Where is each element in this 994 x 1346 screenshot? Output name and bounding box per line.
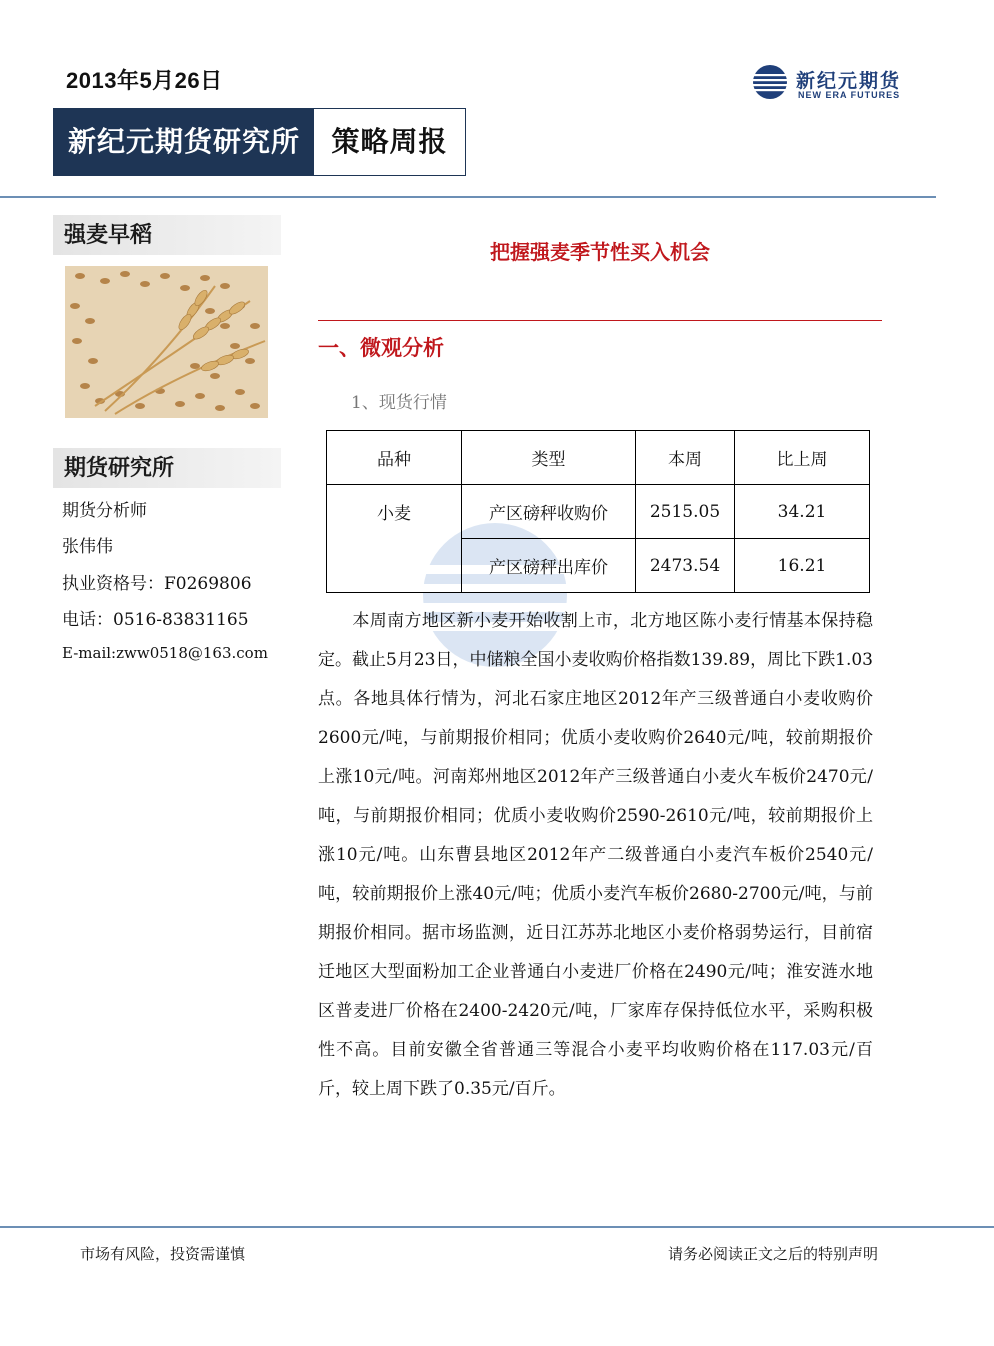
subsection-heading: 1、现货行情 [351, 393, 447, 413]
report-date: 2013年5月26日 [66, 68, 223, 93]
table-cell-variety: 小麦 [327, 485, 462, 593]
body-paragraph [318, 602, 873, 1109]
sidebar-email: E-mail:zww0518@163.com [62, 644, 268, 662]
footer-disclaimer-note: 请务必阅读正文之后的特别声明 [668, 1245, 879, 1263]
report-banner [53, 108, 466, 176]
footer-divider [0, 1226, 994, 1228]
header-divider [0, 196, 936, 198]
table-header-cell: 本周 [636, 431, 735, 485]
sidebar-topic: 强麦早稻 [53, 215, 281, 255]
logo-text-cn: 新纪元期货 [796, 70, 902, 92]
sidebar-license: 执业资格号：F0269806 [62, 574, 252, 594]
spot-price-table [326, 430, 870, 593]
sidebar-phone: 电话：0516-83831165 [62, 610, 249, 630]
table-row [327, 485, 870, 539]
logo-mark-icon [752, 64, 788, 100]
table-cell-type: 产区磅秤出库价 [462, 539, 636, 593]
footer-risk-note: 市场有风险，投资需谨慎 [80, 1245, 246, 1263]
sidebar-section-title: 期货研究所 [53, 448, 281, 488]
table-cell-change: 16.21 [735, 539, 870, 593]
report-type: 策略周报 [331, 125, 448, 158]
sidebar-analyst-role: 期货分析师 [62, 501, 147, 521]
logo-text-en: NEW ERA FUTURES [798, 90, 901, 100]
table-cell-type: 产区磅秤收购价 [462, 485, 636, 539]
body-paragraph-text: 本周南方地区新小麦开始收割上市，北方地区陈小麦行情基本保持稳定。截止5月23日，中储粮全国小麦收购价格指数139.89，周比下跌1.03点。各地具体行情为，河北石家庄地区2012年产三级普通白小麦收购价2600元/吨，与前期报价相同；优质小麦收购价2640元/吨，较前期报价上涨10元/吨。河南郑州地区2012年产三级普通白小麦火车板价2470元/吨，与前期报价相同；优质小麦收购价2590-2610元/吨，较前期报价上涨10元/吨。山东曹县地区2012年产二级普通白小麦汽车板价2540元/吨，较前期报价上涨40元/吨；优质小麦汽车板价2680-2700元/吨，与前期报价相同。据市场监测，近日江苏苏北地区小麦价格弱势运行，目前宿迁地区大型面粉加工企业普通白小麦进厂价格在2490元/吨；淮安涟水地区普麦进厂价格在2400-2420元/吨，厂家库存保持低位水平，采购积极性不高。目前安徽全省普通三等混合小麦平均收购价格在117.03元/百斤，较上周下跌了0.35元/百斤。 [318, 611, 873, 1099]
table-header-cell: 比上周 [735, 431, 870, 485]
institute-name: 新纪元期货研究所 [54, 109, 314, 175]
table-header-cell: 品种 [327, 431, 462, 485]
title-divider [318, 320, 882, 321]
section-heading: 一、微观分析 [318, 335, 444, 360]
table-cell-change: 34.21 [735, 485, 870, 539]
company-logo [752, 64, 922, 104]
wheat-photo [65, 266, 268, 418]
table-cell-this-week: 2515.05 [636, 485, 735, 539]
table-header-cell: 类型 [462, 431, 636, 485]
sidebar-analyst-name: 张伟伟 [62, 537, 113, 557]
table-cell-this-week: 2473.54 [636, 539, 735, 593]
table-header-row [327, 431, 870, 485]
report-title: 把握强麦季节性买入机会 [490, 240, 710, 264]
